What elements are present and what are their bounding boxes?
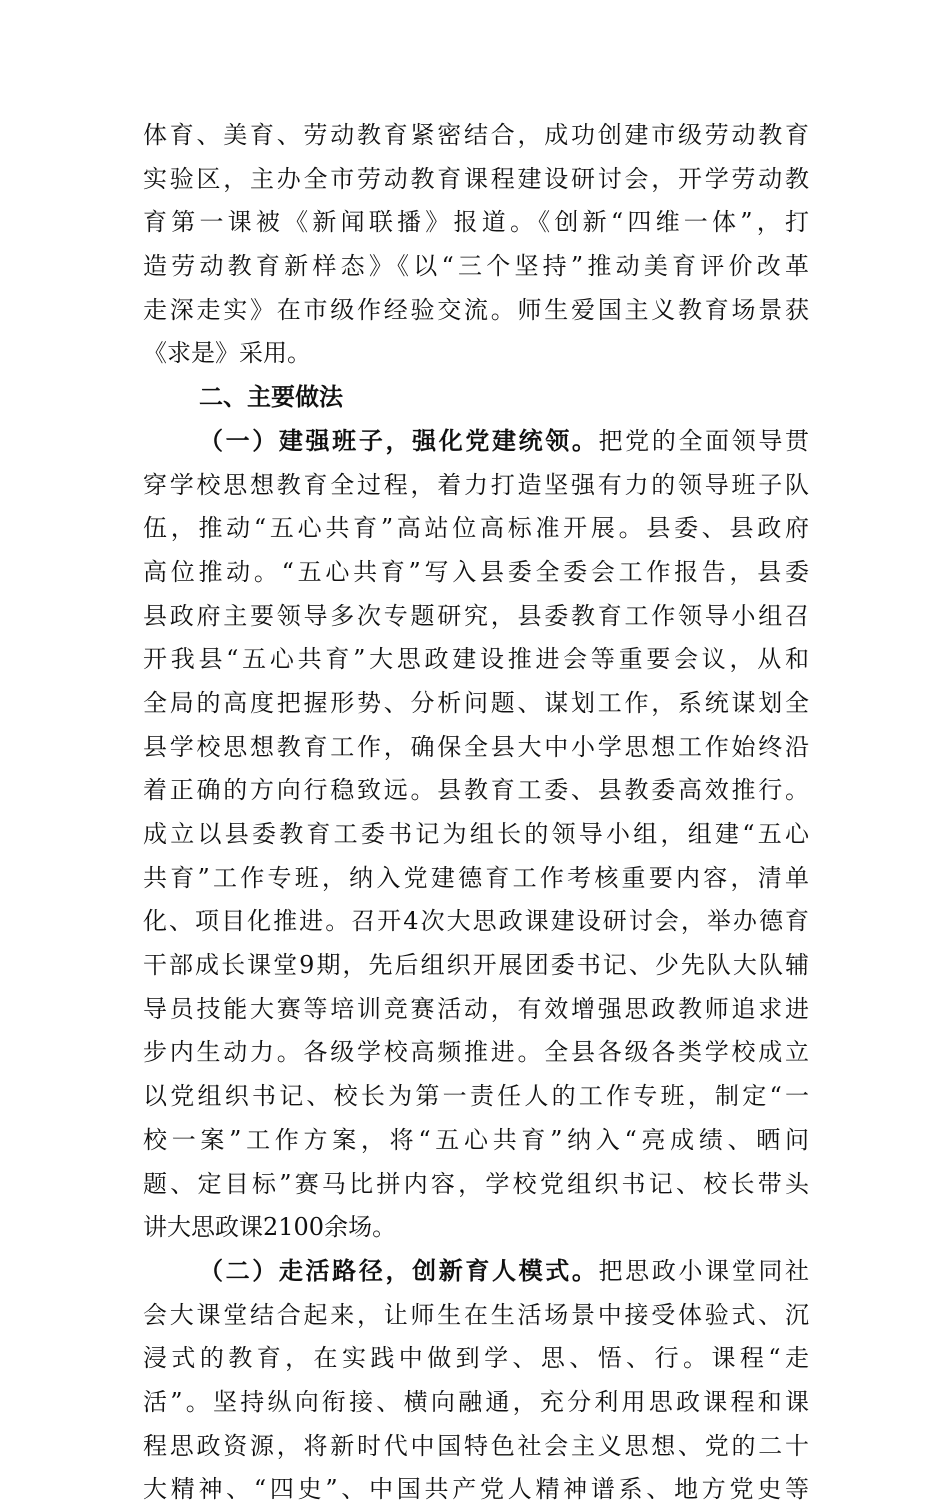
text-line: 育第一课被《新闻联播》报道。《创新“四维一体”，打 (143, 208, 809, 237)
text-line: 实验区，主办全市劳动教育课程建设研讨会，开学劳动教 (143, 164, 809, 193)
text-line: 走深走实》在市级作经验交流。师生爱国主义教育场景获 (143, 295, 809, 324)
paragraph-lead: （一）建强班子，强化党建统领。 (199, 426, 599, 455)
text-line: 题、定目标”赛马比拼内容，学校党组织书记、校长带头 (143, 1169, 809, 1198)
paragraph-text: 把思政小课堂同社 (598, 1256, 810, 1285)
text-line: 程思政资源，将新时代中国特色社会主义思想、党的二十 (143, 1431, 809, 1460)
text-line: 讲大思政课2100余场。 (143, 1213, 397, 1242)
text-line: 高位推动。“五心共育”写入县委全委会工作报告，县委 (143, 557, 809, 586)
paragraph-first-line (143, 420, 809, 464)
text-line: 体育、美育、劳动教育紧密结合，成功创建市级劳动教育 (143, 121, 809, 149)
paragraph-lead: （二）走活路径，创新育人模式。 (199, 1256, 599, 1285)
text-line: 大精神、“四史”、中国共产党人精神谱系、地方党史等 (143, 1475, 809, 1504)
text-line: 以党组织书记、校长为第一责任人的工作专班，制定“一 (143, 1082, 809, 1111)
text-line: 全局的高度把握形势、分析问题、谋划工作，系统谋划全 (143, 688, 809, 717)
text-line: 着正确的方向行稳致远。县教育工委、县教委高效推行。 (143, 776, 809, 805)
document-body (143, 114, 809, 1512)
text-line: 步内生动力。各级学校高频推进。全县各级各类学校成立 (143, 1038, 809, 1067)
section-heading: 二、主要做法 (199, 383, 343, 412)
text-line: 浸式的教育，在实践中做到学、思、悟、行。课程“走 (143, 1344, 809, 1373)
text-line: 开我县“五心共育”大思政建设推进会等重要会议，从和 (143, 645, 809, 674)
text-line: 活”。坚持纵向衔接、横向融通，充分利用思政课程和课 (143, 1387, 809, 1416)
text-line: 穿学校思想教育全过程，着力打造坚强有力的领导班子队 (143, 470, 809, 499)
text-line: 县政府主要领导多次专题研究，县委教育工作领导小组召 (143, 601, 809, 630)
text-line: 县学校思想教育工作，确保全县大中小学思想工作始终沿 (143, 732, 809, 761)
text-line: 化、项目化推进。召开4次大思政课建设研讨会，举办德育 (143, 907, 809, 936)
paragraph-first-line (143, 1250, 809, 1294)
text-line: 导员技能大赛等培训竞赛活动，有效增强思政教师追求进 (143, 994, 809, 1023)
text-line: 伍，推动“五心共育”高站位高标准开展。县委、县政府 (143, 514, 809, 543)
text-line: 《求是》采用。 (143, 339, 311, 368)
paragraph-text: 把党的全面领导贯 (598, 426, 810, 455)
text-line: 会大课堂结合起来，让师生在生活场景中接受体验式、沉 (143, 1300, 809, 1329)
text-line: 共育”工作专班，纳入党建德育工作考核重要内容，清单 (143, 863, 809, 892)
text-line: 干部成长课堂9期，先后组织开展团委书记、少先队大队辅 (143, 951, 809, 980)
text-line: 成立以县委教育工委书记为组长的领导小组，组建“五心 (143, 820, 809, 848)
text-line: 造劳动教育新样态》《以“三个坚持”推动美育评价改革 (143, 252, 809, 281)
text-line: 校一案”工作方案，将“五心共育”纳入“亮成绩、晒问 (143, 1125, 809, 1154)
